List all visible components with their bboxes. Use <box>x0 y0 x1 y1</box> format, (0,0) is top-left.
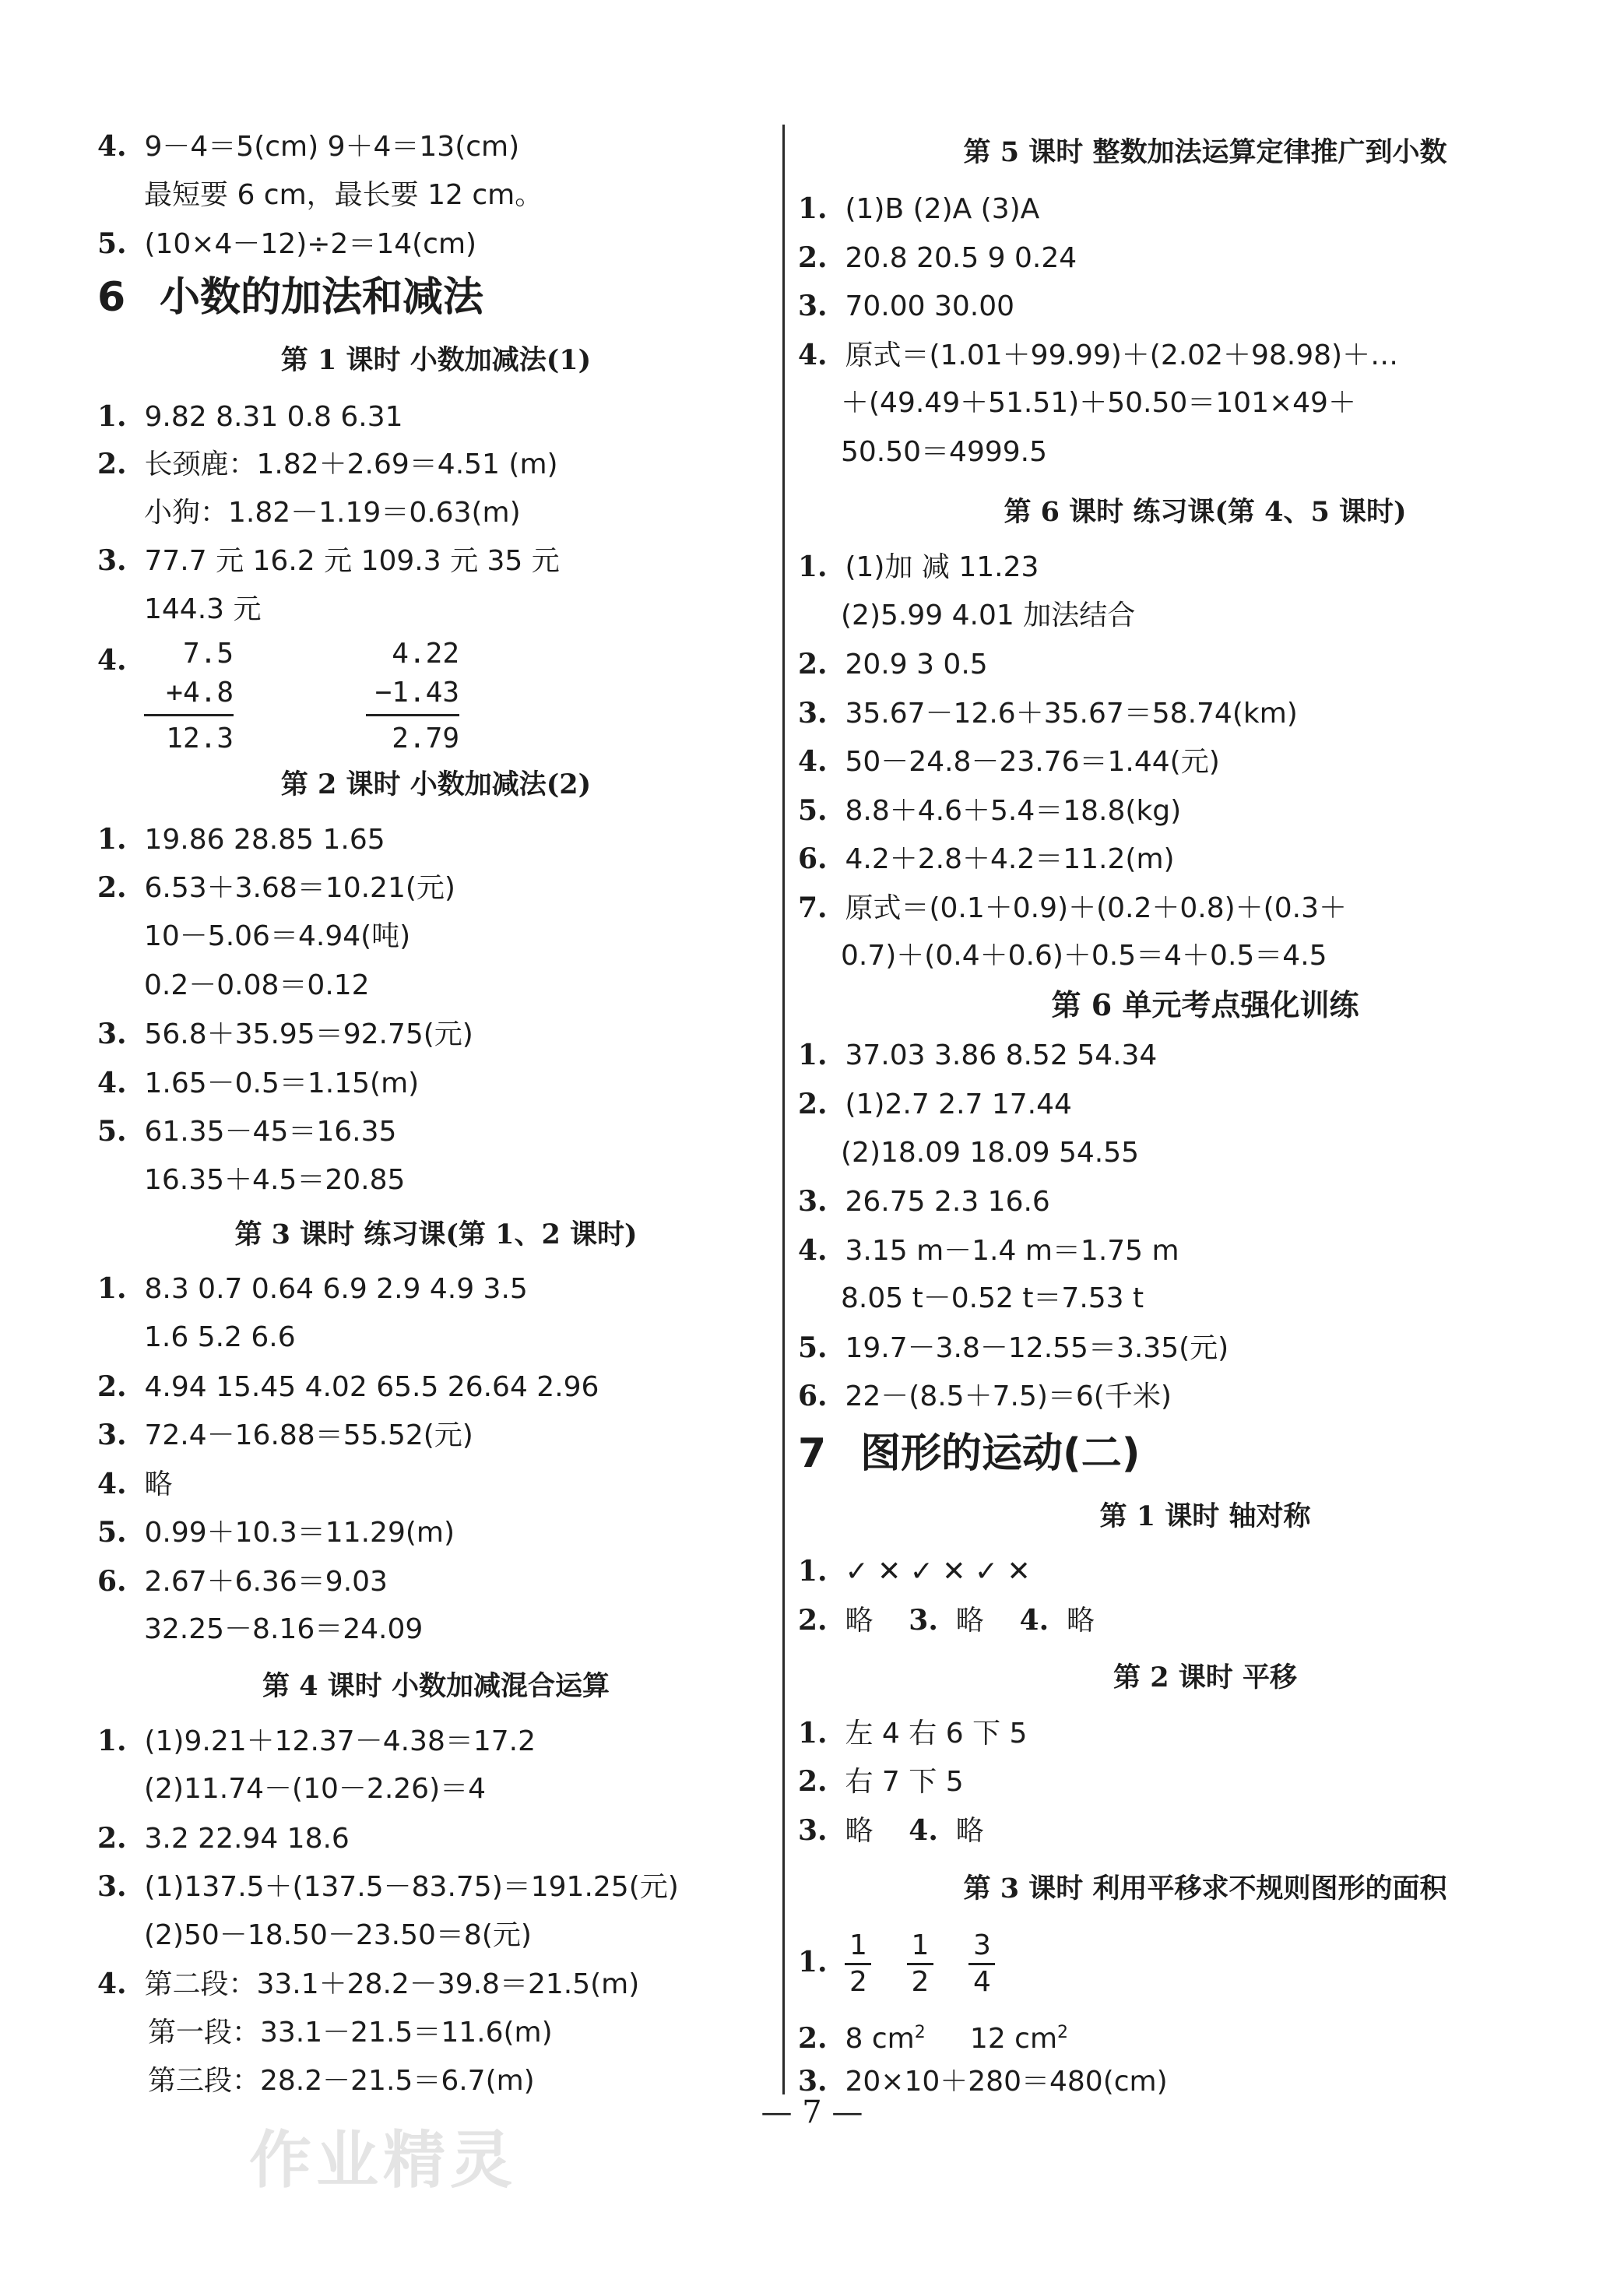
vc-addend-1: 7.5 <box>182 638 234 670</box>
l6-answer-1a: 1. (1)加 减 11.23 <box>798 550 1039 583</box>
chapter-7-heading: 7 图形的运动(二) <box>798 1430 1141 1477</box>
c7l3-answer-2: 2. 8 $cm^2$ 12 $cm^2$ <box>798 2022 1069 2055</box>
vc-sum: 12.3 <box>166 723 234 754</box>
lesson-1-title: 第 1 课时 小数加减法(1) <box>280 344 592 376</box>
vc-subtrahend: −1.43 <box>374 677 459 709</box>
l4-answer-4b: 第一段：33.1－21.5＝11.6(m) <box>148 2017 553 2049</box>
l4-answer-4c: 第三段：28.2－21.5＝6.7(m) <box>148 2065 535 2097</box>
l1-answer-2b: 小狗：1.82－1.19＝0.63(m) <box>144 497 521 529</box>
l1-answer-2a: 2. 长颈鹿：1.82＋2.69＝4.51 (m) <box>97 448 558 480</box>
c7l1-answer-1: 1. ✓ ✕ ✓ ✕ ✓ ✕ <box>798 1555 1031 1588</box>
l2-answer-5b: 16.35＋4.5＝20.85 <box>144 1164 406 1196</box>
l4-answer-1a: 1. (1)9.21＋12.37－4.38＝17.2 <box>97 1725 536 1757</box>
lesson-3-title: 第 3 课时 练习课(第 1、2 课时) <box>234 1219 638 1250</box>
l5-answer-4a: 4. 原式＝(1.01＋99.99)＋(2.02＋98.98)＋… <box>798 339 1399 371</box>
l1-answer-3b: 144.3 元 <box>144 593 262 625</box>
l5-answer-4b: ＋(49.49＋51.51)＋50.50＝101×49＋ <box>841 387 1356 419</box>
c7l1-answers-2-4: 2. 略 3. 略 4. 略 <box>798 1604 1095 1637</box>
l4-answer-3b: (2)50－18.50－23.50＝8(元) <box>144 1919 532 1951</box>
l2-answer-3: 3. 56.8＋35.95＝92.75(元) <box>97 1018 473 1050</box>
l2-answer-5a: 5. 61.35－45＝16.35 <box>97 1115 397 1148</box>
u6-answer-4a: 4. 3.15 m－1.4 m＝1.75 m <box>798 1234 1179 1267</box>
l3-answer-1b: 1.6 5.2 6.6 <box>144 1321 296 1353</box>
l4-answer-3a: 3. (1)137.5＋(137.5－83.75)＝191.25(元) <box>97 1870 679 1903</box>
lesson-4-title: 第 4 课时 小数加减混合运算 <box>262 1670 610 1702</box>
l6-answer-5: 5. 8.8＋4.6＋5.4＝18.8(kg) <box>798 794 1182 827</box>
fraction-1: $\frac{1}{2}$ <box>845 1930 871 1998</box>
l6-answer-3: 3. 35.67－12.6＋35.67＝58.74(km) <box>798 697 1298 730</box>
l1-answer-4-number: 4. <box>97 644 127 677</box>
l4-answer-4a: 4. 第二段：33.1＋28.2－39.8＝21.5(m) <box>97 1968 640 2000</box>
chapter-6-heading: 6 小数的加法和减法 <box>97 274 484 321</box>
check-cross-marks: ✓ ✕ ✓ ✕ ✓ ✕ <box>845 1556 1031 1588</box>
l3-answer-5: 5. 0.99＋10.3＝11.29(m) <box>97 1516 455 1549</box>
u6-answer-4b: 8.05 t－0.52 t＝7.53 t <box>841 1282 1144 1314</box>
l6-answer-4: 4. 50－24.8－23.76＝1.44(元) <box>798 745 1220 778</box>
lesson-6-title: 第 6 课时 练习课(第 4、5 课时) <box>1004 496 1407 528</box>
l2-answer-2b: 10－5.06＝4.94(吨) <box>144 920 411 952</box>
u6-answer-6: 6. 22－(8.5＋7.5)＝6(千米) <box>798 1380 1172 1412</box>
l3-answer-6a: 6. 2.67＋6.36＝9.03 <box>97 1565 388 1598</box>
c7-lesson-3-title: 第 3 课时 利用平移求不规则图形的面积 <box>963 1873 1447 1904</box>
c7l2-answers-3-4: 3. 略 4. 略 <box>798 1814 984 1847</box>
lesson-2-title: 第 2 课时 小数加减法(2) <box>280 768 592 800</box>
column-divider <box>782 125 785 2094</box>
l6-answer-2: 2. 20.9 3 0.5 <box>798 648 988 681</box>
l2-answer-4: 4. 1.65－0.5＝1.15(m) <box>97 1067 420 1099</box>
l4-answer-2: 2. 3.2 22.94 18.6 <box>97 1822 350 1855</box>
fraction-3: $\frac{3}{4}$ <box>968 1930 995 1998</box>
vc-addend-2: +4.8 <box>166 677 234 709</box>
u6-answer-1: 1. 37.03 3.86 8.52 54.34 <box>798 1039 1158 1071</box>
l4-answer-1b: (2)11.74－(10－2.26)＝4 <box>144 1773 487 1805</box>
l1-answer-1: 1. 9.82 8.31 0.8 6.31 <box>97 400 403 433</box>
l2-answer-2c: 0.2－0.08＝0.12 <box>144 969 370 1001</box>
c7-lesson-1-title: 第 1 课时 轴对称 <box>1099 1500 1311 1532</box>
l3-answer-4: 4. 略 <box>97 1468 173 1500</box>
l3-answer-3: 3. 72.4－16.88＝55.52(元) <box>97 1419 473 1451</box>
answer-4-line1: 4. 9－4＝5(cm) 9＋4＝13(cm) <box>97 130 520 163</box>
vertical-calc-addition <box>144 635 234 758</box>
c7l3-answer-3: 3. 20×10＋280＝480(cm) <box>798 2065 1168 2098</box>
l5-answer-3: 3. 70.00 30.00 <box>798 290 1015 322</box>
u6-answer-5: 5. 19.7－3.8－12.55＝3.35(元) <box>798 1331 1229 1364</box>
c7l2-answer-2: 2. 右 7 下 5 <box>798 1765 964 1798</box>
answer-4-line2: 最短要 6 cm，最长要 12 cm。 <box>144 179 543 211</box>
l5-answer-1: 1. (1)B (2)A (3)A <box>798 192 1040 225</box>
c7l2-answer-1: 1. 左 4 右 6 下 5 <box>798 1717 1028 1750</box>
c7-lesson-2-title: 第 2 课时 平移 <box>1113 1662 1297 1693</box>
u6-answer-2a: 2. (1)2.7 2.7 17.44 <box>798 1088 1072 1120</box>
c7l3-answer-1: 1. $\frac{1}{2}$ $\frac{1}{2}$ $\frac{3}{4}$ <box>798 1927 1021 1998</box>
l1-answer-3a: 3. 77.7 元 16.2 元 109.3 元 35 元 <box>97 544 560 577</box>
l3-answer-1a: 1. 8.3 0.7 0.64 6.9 2.9 4.9 3.5 <box>97 1272 528 1305</box>
vertical-calc-subtraction <box>366 635 459 758</box>
l5-answer-2: 2. 20.8 20.5 9 0.24 <box>798 241 1077 274</box>
vc-difference: 2.79 <box>392 723 459 754</box>
l3-answer-6b: 32.25－8.16＝24.09 <box>144 1613 424 1645</box>
unit-6-review-title: 第 6 单元考点强化训练 <box>1051 987 1359 1022</box>
vc-rule <box>144 714 234 716</box>
u6-answer-3: 3. 26.75 2.3 16.6 <box>798 1185 1050 1218</box>
l6-answer-7a: 7. 原式＝(0.1＋0.9)＋(0.2＋0.8)＋(0.3＋ <box>798 892 1347 924</box>
l6-answer-6: 6. 4.2＋2.8＋4.2＝11.2(m) <box>798 842 1175 875</box>
page-number: — 7 — <box>761 2094 863 2130</box>
vc-minuend: 4.22 <box>392 638 459 670</box>
lesson-5-title: 第 5 课时 整数加法运算定律推广到小数 <box>963 136 1447 168</box>
l6-answer-1b: (2)5.99 4.01 加法结合 <box>841 600 1136 631</box>
u6-answer-2b: (2)18.09 18.09 54.55 <box>841 1137 1140 1169</box>
vc-rule <box>366 714 459 716</box>
l5-answer-4c: 50.50＝4999.5 <box>841 436 1048 468</box>
watermark-logo: 作业精灵 <box>249 2124 517 2196</box>
l2-answer-2a: 2. 6.53＋3.68＝10.21(元) <box>97 871 455 904</box>
answer-5: 5. (10×4－12)÷2＝14(cm) <box>97 227 477 260</box>
l2-answer-1: 1. 19.86 28.85 1.65 <box>97 823 385 856</box>
l6-answer-7b: 0.7)＋(0.4＋0.6)＋0.5＝4＋0.5＝4.5 <box>841 940 1327 972</box>
fraction-2: $\frac{1}{2}$ <box>907 1930 933 1998</box>
l3-answer-2: 2. 4.94 15.45 4.02 65.5 26.64 2.96 <box>97 1370 599 1403</box>
